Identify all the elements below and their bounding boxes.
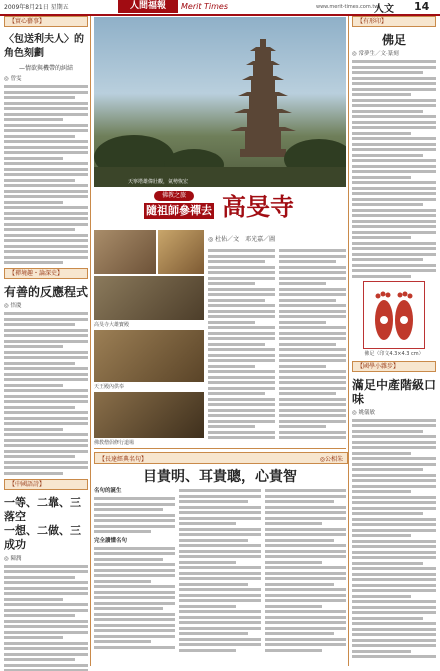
lower-section-head: 【長達經典名句】 (99, 456, 148, 463)
right-section-head-1: 【有形印】 (352, 16, 436, 27)
temple-photo-2 (158, 230, 204, 274)
right-article-body-1 (352, 60, 436, 278)
left-article-body-2 (4, 312, 88, 475)
feature-article-text (208, 232, 346, 442)
left-article-title-1: 〈包送利夫人〉的角色刻劃 (4, 34, 84, 59)
right-article-author-2: ◎ 姚儀敏 (352, 409, 376, 416)
column-divider-right (348, 16, 349, 666)
left-column (4, 16, 88, 671)
feature-byline: ◎ 杜佑／文 邓光嘉／圖 (208, 236, 276, 243)
lower-section-head-bar (94, 452, 348, 464)
lower-sub-heading-2: 完全讀懂名句 (94, 537, 128, 544)
left-article-title-2: 有善的反應程式 (4, 285, 89, 299)
feature-headline-small: 隨祖師參禪去 (146, 204, 212, 217)
footprint-icon (364, 282, 424, 348)
left-article-title-3: 一等、二靠、三落空 一想、二做、三成功 (4, 495, 81, 551)
left-article-subtitle-1: —情欲與機帶的糾結 (18, 65, 73, 72)
newspaper-english-name: Merit Times (181, 2, 229, 11)
photo-caption-2: 高旻寺大雄寶殿 (94, 322, 130, 328)
right-column (352, 16, 436, 661)
page-header (0, 0, 440, 16)
right-article-title-2: 滿足中產階級口味 (352, 377, 437, 406)
issue-date: 2009年8月21日 星期五 (4, 4, 69, 11)
right-article-body-2 (352, 419, 436, 659)
newspaper-logo: 人間福報 (118, 0, 178, 13)
feature-headline-big: 高旻寺 (222, 193, 294, 221)
temple-photo-4 (94, 330, 204, 382)
left-section-head-1: 【實心藝事】 (4, 16, 88, 27)
page-number: 14 (414, 0, 430, 13)
lower-sub-heading-1: 名句的誕生 (94, 488, 122, 494)
photo-caption-3: 天王殿內供奉 (94, 384, 125, 390)
temple-photo-1 (94, 230, 156, 274)
lower-article-title: 目貴明、耳貴聰，心貴智 (143, 469, 297, 485)
lower-article-body (94, 486, 346, 654)
pagoda-photo (94, 17, 346, 187)
left-article-author-1: ◎ 曾雯 (4, 76, 22, 82)
left-article-body-3 (4, 565, 88, 671)
photo-caption-1: 天寧塔雄偉壯觀，氣勢恢宏 (128, 179, 189, 185)
feature-headline-band (94, 189, 346, 225)
website-url: www.merit-times.com.tw (316, 4, 379, 10)
temple-photo-5 (94, 392, 204, 438)
pagoda-illustration (94, 17, 346, 187)
left-article-author-3: ◎ 陳潤 (4, 555, 22, 562)
right-article-author-1: ◎ 常夢生／文‧篆刻 (352, 51, 399, 57)
left-article-body-1 (4, 85, 88, 264)
right-section-head-2: 【國學小雜步】 (352, 361, 436, 372)
right-article-title-1: 佛足 (381, 33, 406, 47)
temple-photo-3 (94, 276, 204, 320)
stamp-caption: 佛足（印文4.3×4.3 cm） (364, 350, 424, 357)
feature-ribbon: 佛教之旅 (154, 191, 194, 201)
section-name: 人文 (374, 4, 394, 15)
left-article-author-2: ◎ 悟慶 (4, 303, 22, 309)
left-section-head-2: 【禪境趣・論深史】 (4, 268, 88, 279)
photo-caption-4: 佛教僧侶修行道場 (94, 440, 135, 446)
buddha-foot-stamp (363, 281, 425, 349)
lower-section-author: ◎公相朱 (319, 456, 343, 463)
column-divider-left (90, 16, 91, 666)
left-section-head-3: 【中國語詩】 (4, 479, 88, 490)
